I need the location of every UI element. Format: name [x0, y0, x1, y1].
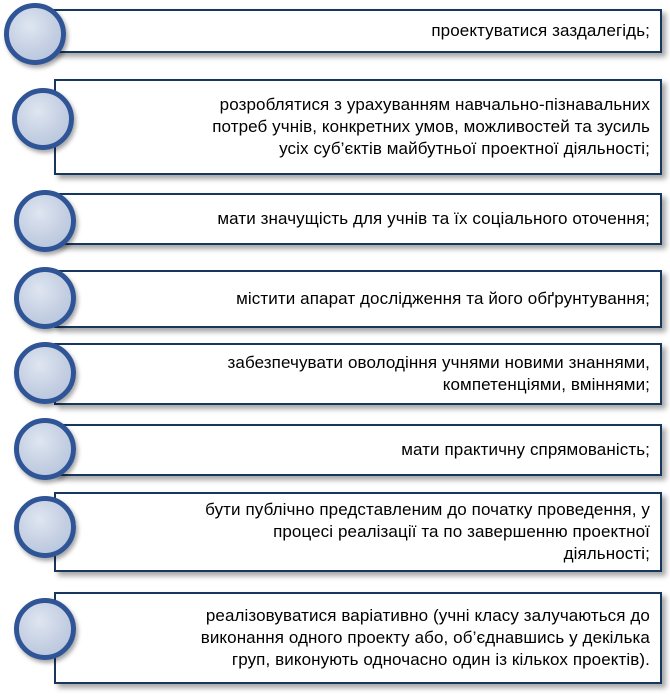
bullet-circle-icon — [4, 3, 66, 65]
item-box — [54, 424, 662, 476]
item-text: реалізовуватися варіативно (учні класу залучаються до виконання одного проекту або, об’єднавшись у декілька груп, виконують одночасно один із кількох проектів). — [200, 606, 650, 669]
item-box — [36, 9, 662, 53]
bullet-circle-icon — [14, 496, 76, 558]
item-text: містити апарат дослідження та його обґрунтування; — [236, 289, 650, 308]
item-text: бути публічно представленим до початку проведення, у процесі реалізації та по завершенню проектної діяльності; — [205, 500, 650, 563]
item-box — [54, 592, 662, 684]
bullet-circle-icon — [12, 88, 74, 150]
item-text: мати практичну спрямованість; — [401, 440, 650, 459]
item-text: забезпечувати оволодіння учнями новими знаннями, компетенціями, вміннями; — [227, 353, 650, 394]
bullet-circle-icon — [14, 418, 76, 480]
item-text: мати значущість для учнів та їх соціального оточення; — [217, 209, 650, 228]
bullet-circle-icon — [14, 190, 76, 252]
item-box — [54, 343, 662, 405]
bullet-circle-icon — [14, 342, 76, 404]
bullet-circle-icon — [14, 598, 76, 660]
item-box — [54, 193, 662, 245]
bullet-circle-icon — [14, 267, 76, 329]
item-box — [54, 492, 662, 572]
item-box — [54, 79, 662, 175]
item-text: розроблятися з урахуванням навчально-пізнавальних потреб учнів, конкретних умов, можливостей та зусиль усіх суб’єктів майбутньої проектної діяльності; — [212, 95, 650, 158]
item-text: проектуватися заздалегідь; — [431, 21, 650, 40]
item-box — [54, 270, 662, 328]
